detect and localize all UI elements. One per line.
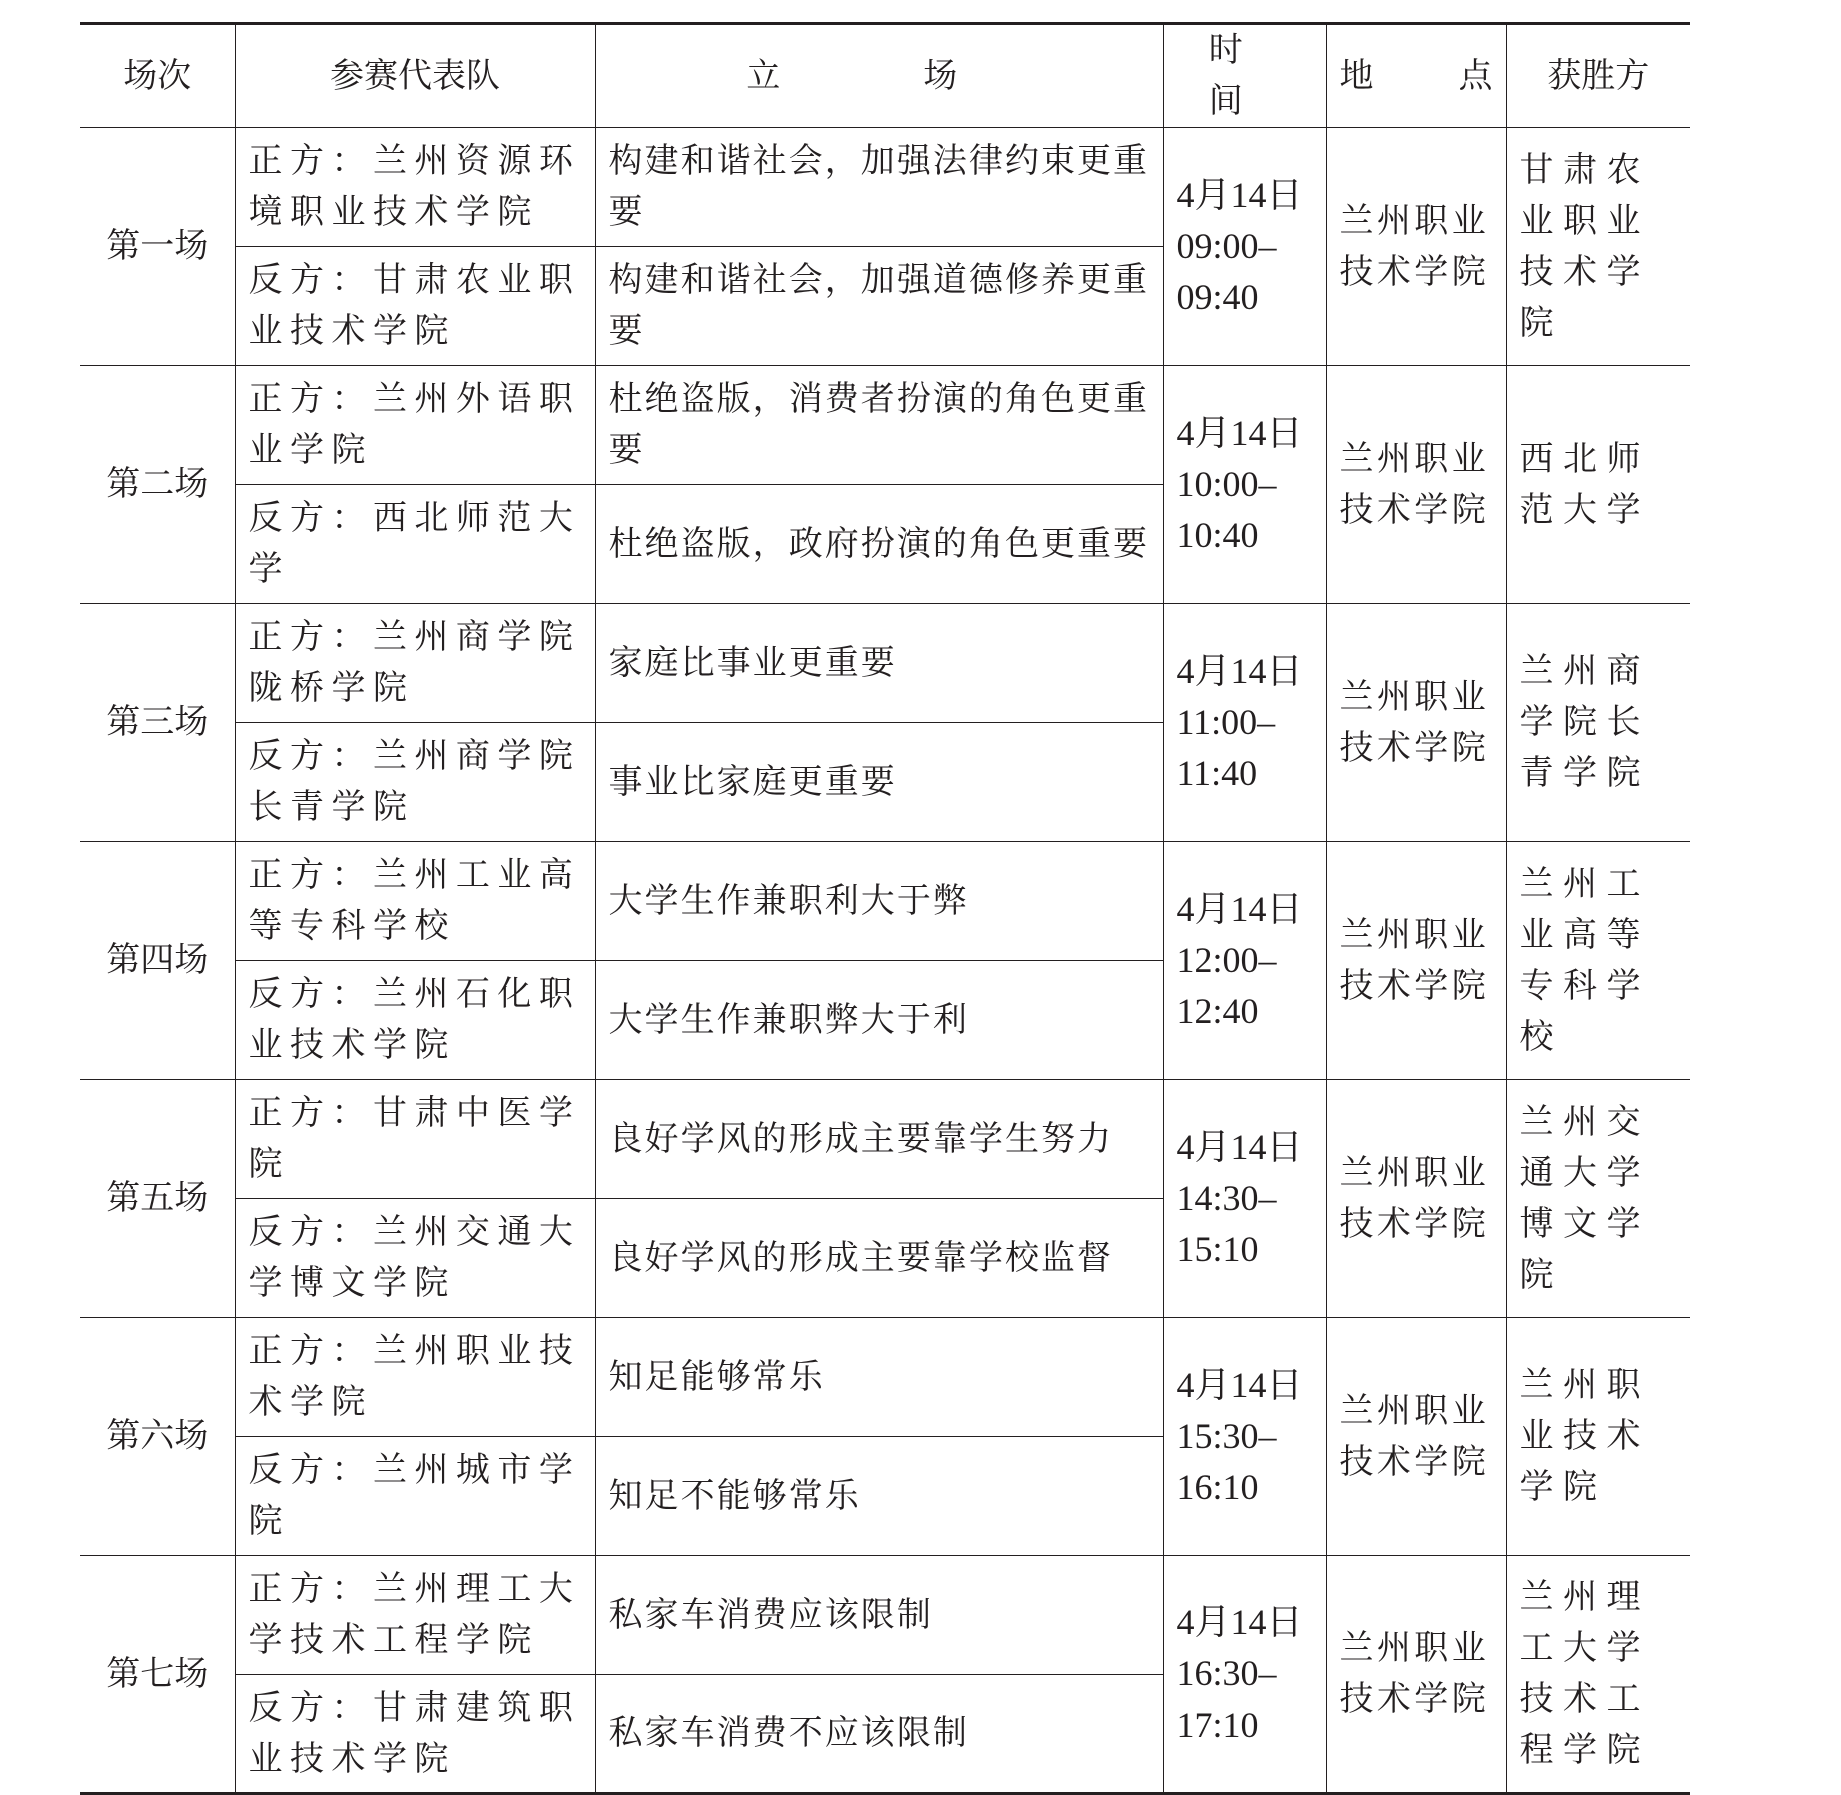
match-date: 4月14日	[1176, 888, 1303, 929]
table-body	[80, 128, 1690, 1794]
table-header	[80, 24, 1690, 128]
pro-team: 正方：兰州工业高等专科学校	[235, 842, 595, 961]
match-time	[1163, 1556, 1326, 1794]
pro-team: 正方：兰州资源环境职业技术学院	[235, 128, 595, 247]
pro-team: 正方：甘肃中医学院	[235, 1080, 595, 1199]
match-end: 12:40	[1176, 991, 1259, 1032]
con-team: 反方：兰州城市学院	[235, 1437, 595, 1556]
table-row-pro	[80, 366, 1690, 485]
match-end: 17:10	[1176, 1704, 1259, 1745]
debate-schedule-table	[80, 22, 1690, 1795]
con-position: 事业比家庭更重要	[595, 723, 1163, 842]
pro-team: 正方：兰州理工大学技术工程学院	[235, 1556, 595, 1675]
match-time	[1163, 128, 1326, 366]
header-teams: 参赛代表队	[235, 24, 595, 128]
match-start: 10:00–	[1176, 463, 1277, 504]
con-position: 良好学风的形成主要靠学校监督	[595, 1199, 1163, 1318]
match-start: 14:30–	[1176, 1177, 1277, 1218]
con-team: 反方：兰州商学院长青学院	[235, 723, 595, 842]
pro-team: 正方：兰州商学院陇桥学院	[235, 604, 595, 723]
con-position: 大学生作兼职弊大于利	[595, 961, 1163, 1080]
table-row-pro	[80, 842, 1690, 961]
pro-team: 正方：兰州职业技术学院	[235, 1318, 595, 1437]
match-winner: 兰州交通大学博文学院	[1506, 1080, 1690, 1318]
match-start: 16:30–	[1176, 1653, 1277, 1694]
con-team: 反方：甘肃农业职业技术学院	[235, 247, 595, 366]
match-venue: 兰州职业技术学院	[1326, 842, 1506, 1080]
match-start: 09:00–	[1176, 225, 1277, 266]
round-label: 第二场	[80, 366, 235, 604]
match-venue: 兰州职业技术学院	[1326, 128, 1506, 366]
match-end: 09:40	[1176, 277, 1259, 318]
con-position: 杜绝盗版，政府扮演的角色更重要	[595, 485, 1163, 604]
match-start: 15:30–	[1176, 1415, 1277, 1456]
match-date: 4月14日	[1176, 1126, 1303, 1167]
table-row-pro	[80, 1556, 1690, 1675]
con-team: 反方：兰州交通大学博文学院	[235, 1199, 595, 1318]
con-team: 反方：兰州石化职业技术学院	[235, 961, 595, 1080]
header-row	[80, 24, 1690, 128]
match-end: 16:10	[1176, 1467, 1259, 1508]
match-date: 4月14日	[1176, 650, 1303, 691]
match-venue: 兰州职业技术学院	[1326, 366, 1506, 604]
header-venue	[1326, 24, 1506, 128]
con-team: 反方：西北师范大学	[235, 485, 595, 604]
pro-team: 正方：兰州外语职业学院	[235, 366, 595, 485]
match-end: 11:40	[1176, 753, 1258, 794]
match-winner: 兰州商学院长青学院	[1506, 604, 1690, 842]
con-team: 反方：甘肃建筑职业技术学院	[235, 1675, 595, 1794]
header-position: 立 场	[595, 24, 1163, 128]
match-start: 12:00–	[1176, 939, 1277, 980]
match-venue: 兰州职业技术学院	[1326, 1318, 1506, 1556]
match-time	[1163, 604, 1326, 842]
match-venue: 兰州职业技术学院	[1326, 604, 1506, 842]
pro-position: 构建和谐社会，加强法律约束更重要	[595, 128, 1163, 247]
round-label: 第六场	[80, 1318, 235, 1556]
round-label: 第五场	[80, 1080, 235, 1318]
match-time	[1163, 366, 1326, 604]
match-winner: 西北师范大学	[1506, 366, 1690, 604]
match-winner: 兰州理工大学技术工程学院	[1506, 1556, 1690, 1794]
match-venue: 兰州职业技术学院	[1326, 1080, 1506, 1318]
match-date: 4月14日	[1176, 1364, 1303, 1405]
con-position: 私家车消费不应该限制	[595, 1675, 1163, 1794]
match-date: 4月14日	[1176, 412, 1303, 453]
match-time	[1163, 1080, 1326, 1318]
pro-position: 家庭比事业更重要	[595, 604, 1163, 723]
table-row-pro	[80, 128, 1690, 247]
match-end: 15:10	[1176, 1229, 1259, 1270]
con-position: 知足不能够常乐	[595, 1437, 1163, 1556]
match-time	[1163, 842, 1326, 1080]
pro-position: 大学生作兼职利大于弊	[595, 842, 1163, 961]
pro-position: 私家车消费应该限制	[595, 1556, 1163, 1675]
table-row-pro	[80, 1080, 1690, 1199]
match-winner: 兰州职业技术学院	[1506, 1318, 1690, 1556]
header-venue-right: 点	[1458, 55, 1493, 96]
match-venue: 兰州职业技术学院	[1326, 1556, 1506, 1794]
match-end: 10:40	[1176, 515, 1259, 556]
debate-schedule-sheet	[80, 22, 1690, 1795]
match-date: 4月14日	[1176, 1602, 1303, 1643]
header-winner: 获胜方	[1506, 24, 1690, 128]
match-start: 11:00–	[1176, 701, 1276, 742]
match-winner: 兰州工业高等专科学校	[1506, 842, 1690, 1080]
table-row-pro	[80, 604, 1690, 723]
round-label: 第七场	[80, 1556, 235, 1794]
pro-position: 杜绝盗版，消费者扮演的角色更重要	[595, 366, 1163, 485]
round-label: 第一场	[80, 128, 235, 366]
header-round: 场次	[80, 24, 235, 128]
match-date: 4月14日	[1176, 174, 1303, 215]
header-time: 时 间	[1163, 24, 1326, 128]
pro-position: 知足能够常乐	[595, 1318, 1163, 1437]
con-position: 构建和谐社会，加强道德修养更重要	[595, 247, 1163, 366]
round-label: 第三场	[80, 604, 235, 842]
pro-position: 良好学风的形成主要靠学生努力	[595, 1080, 1163, 1199]
table-row-pro	[80, 1318, 1690, 1437]
match-time	[1163, 1318, 1326, 1556]
header-venue-left: 地	[1339, 55, 1374, 96]
match-winner: 甘肃农业职业技术学院	[1506, 128, 1690, 366]
round-label: 第四场	[80, 842, 235, 1080]
